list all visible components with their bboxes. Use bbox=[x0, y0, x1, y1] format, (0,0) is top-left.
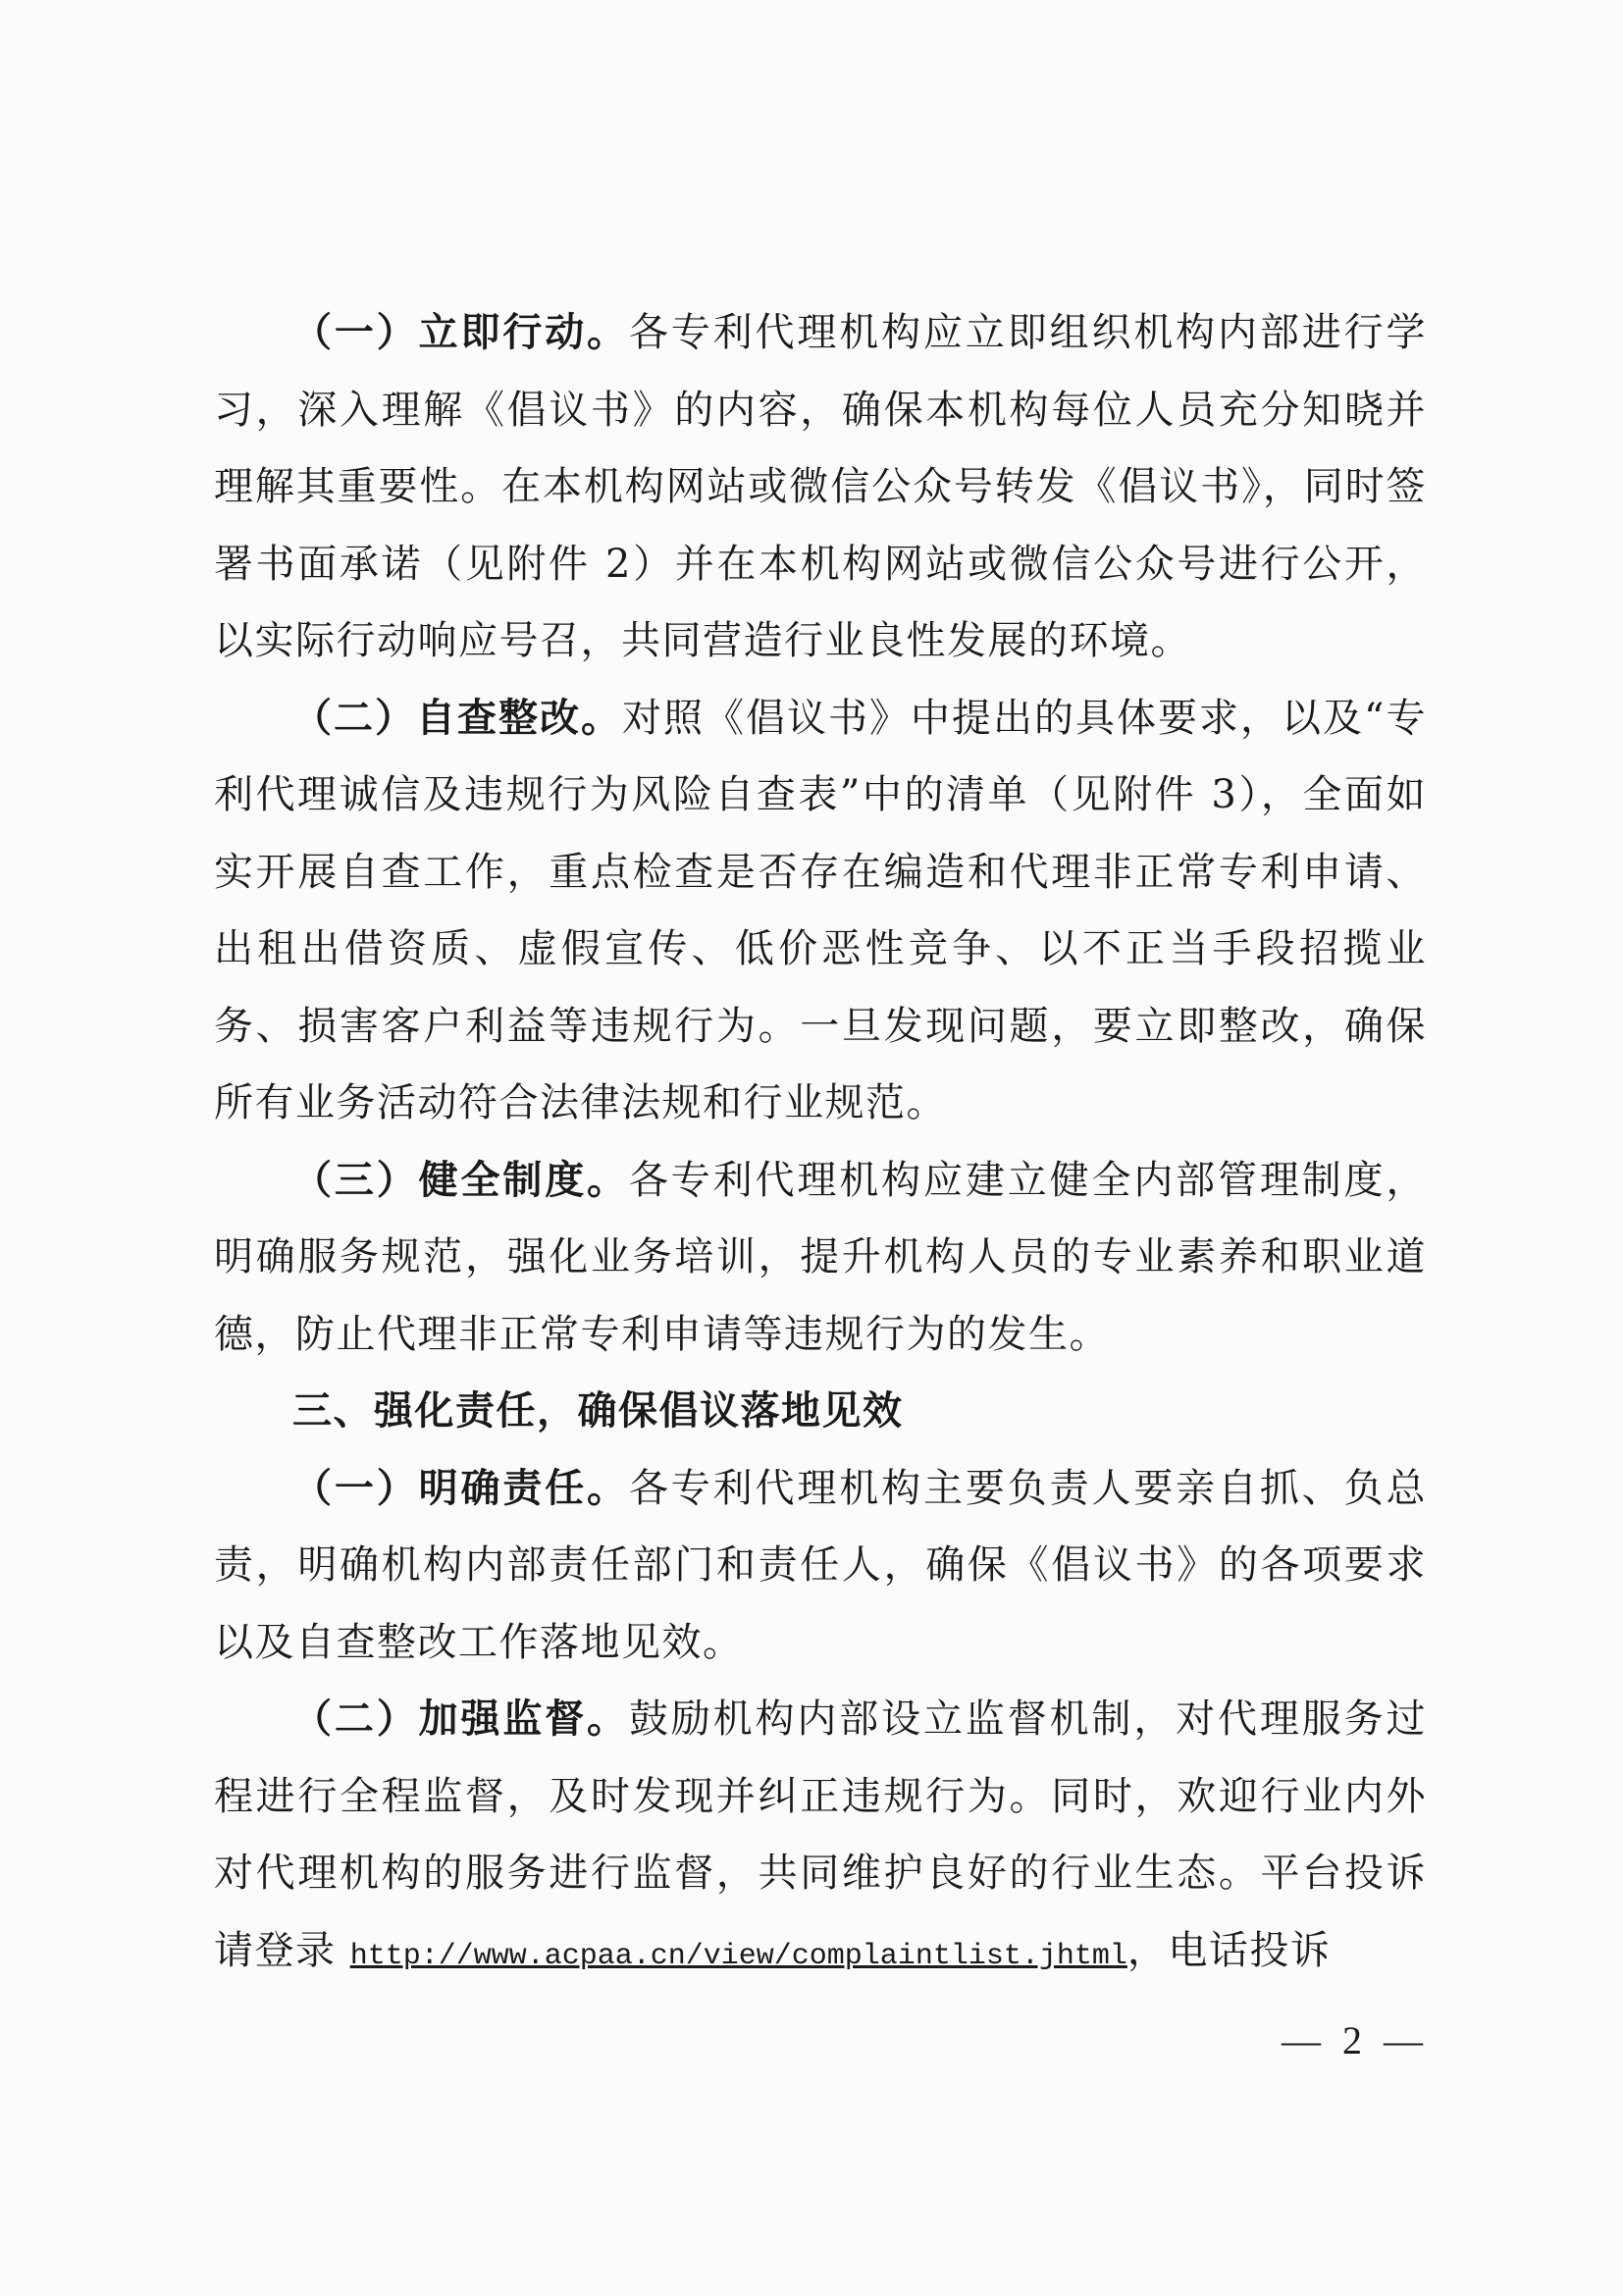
paragraph-text: 对照《倡议书》中提出的具体要求，以及“专利代理诚信及违规行为风险自查表”中的清单（见附件 3），全面如实开展自查工作，重点检查是否存在编造和代理非正常专利申请、出租出借资质、虚假宣传、低价恶性竞争、以不正当手段招揽业务、损害客户利益等违规行为。一旦发现问题，要立即整改，确保所有业务活动符合法律法规和行业规范。 bbox=[214, 695, 1427, 1125]
complaint-url-link[interactable]: http://www.acpaa.cn/view/complaintlist.jhtml bbox=[349, 1939, 1127, 1973]
paragraph-text: 各专利代理机构应立即组织机构内部进行学习，深入理解《倡议书》的内容，确保本机构每位人员充分知晓并理解其重要性。在本机构网站或微信公众号转发《倡议书》，同时签署书面承诺（见附件 2）并在本机构网站或微信公众号进行公开，以实际行动响应号召，共同营造行业良性发展的环境。 bbox=[214, 310, 1428, 663]
document-body bbox=[214, 294, 1427, 1995]
paragraph-strengthen-supervision bbox=[214, 1681, 1427, 1995]
paragraph-text: 鼓励机构内部设立监督机制，对代理服务过程进行全程监督，及时发现并纠正违规行为。同时，欢迎行业内外对代理机构的服务进行监督，共同维护良好的行业生态。平台投诉请登录 bbox=[214, 1696, 1428, 1973]
paragraph-text: 各专利代理机构应建立健全内部管理制度，明确服务规范，强化业务培训，提升机构人员的专业素养和职业道德，防止代理非正常专利申请等违规行为的发生。 bbox=[214, 1157, 1428, 1357]
paragraph-text: ，电话投诉 bbox=[1126, 1927, 1332, 1973]
paragraph-text: 各专利代理机构主要负责人要亲自抓、负总责，明确机构内部责任部门和责任人，确保《倡议书》的各项要求以及自查整改工作落地见效。 bbox=[214, 1465, 1428, 1665]
paragraph-lead: （三）健全制度。 bbox=[292, 1156, 629, 1203]
section-heading: 三、强化责任，确保倡议落地见效 bbox=[292, 1388, 904, 1434]
paragraph-immediate-action bbox=[214, 294, 1427, 680]
paragraph-improve-system bbox=[214, 1142, 1427, 1374]
paragraph-lead: （二）加强监督。 bbox=[292, 1696, 629, 1742]
paragraph-lead: （一）明确责任。 bbox=[292, 1464, 629, 1511]
page-number: — 2 — bbox=[1282, 2018, 1429, 2062]
paragraph-lead: （一）立即行动。 bbox=[292, 309, 629, 355]
paragraph-self-inspection bbox=[214, 680, 1427, 1142]
paragraph-lead: （二）自查整改。 bbox=[292, 694, 623, 741]
paragraph-clarify-responsibility bbox=[214, 1450, 1427, 1682]
